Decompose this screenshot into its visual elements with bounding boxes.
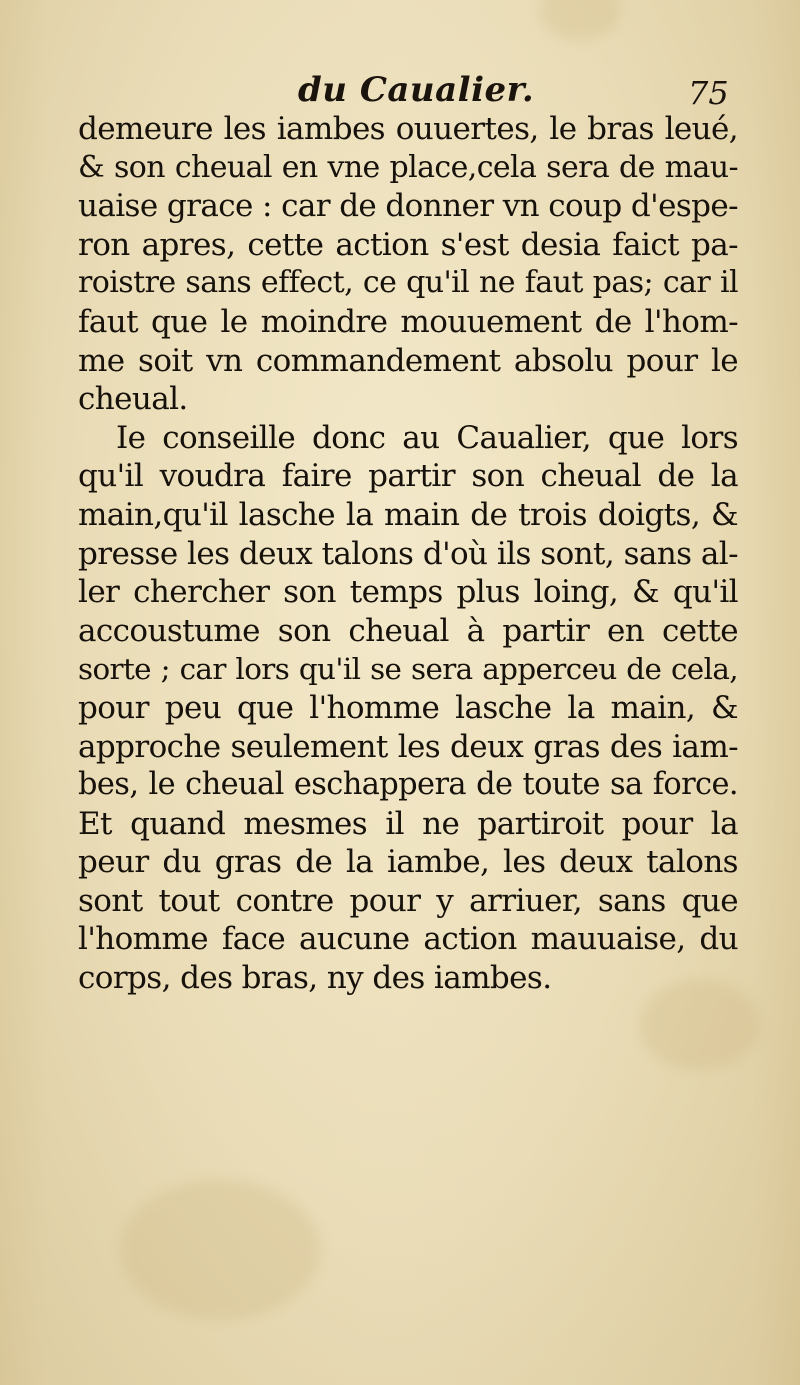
paper-stain (540, 0, 620, 40)
text-line: demeure les iambes ouuertes, le bras leué, (78, 111, 738, 147)
text-line: Et quand mesmes il ne partiroit pour la (78, 805, 738, 842)
text-line: & son cheual en vne place,cela sera de mau- (78, 149, 738, 185)
text-line: roistre sans effect, ce qu'il ne faut pas; car il (78, 265, 738, 301)
page-number: 75 (688, 74, 729, 112)
text-line: ler chercher son temps plus loing, & qu'il (78, 574, 738, 611)
text-line: Ie conseille donc au Caualier, que lors (116, 419, 738, 456)
paper-stain (120, 1180, 320, 1320)
text-line: pour peu que l'homme lasche la main, & (78, 689, 738, 726)
text-line: bes, le cheual eschappera de toute sa force. (78, 767, 738, 803)
running-head: du Caualier. (298, 70, 535, 110)
text-line: presse les deux talons d'où ils sont, sans al- (78, 535, 738, 572)
text-line: l'homme face aucune action mauuaise, du (78, 921, 738, 958)
text-line: sont tout contre pour y arriuer, sans que (78, 882, 738, 919)
text-line: me soit vn commandement absolu pour le (78, 342, 738, 379)
text-line: approche seulement les deux gras des iam- (78, 728, 738, 765)
text-line: corps, des bras, ny des iambes. (78, 960, 552, 997)
text-line: peur du gras de la iambe, les deux talons (78, 844, 738, 881)
text-line: qu'il voudra faire partir son cheual de la (78, 458, 738, 495)
text-line: uaise grace : car de donner vn coup d'espe- (78, 188, 738, 225)
text-line: faut que le moindre mouuement de l'hom- (78, 303, 738, 340)
body-text (78, 110, 738, 998)
text-line: cheual. (78, 381, 188, 418)
text-line: ron apres, cette action s'est desia faict pa- (78, 226, 738, 263)
text-line: sorte ; car lors qu'il se sera apperceu de cela, (78, 652, 738, 687)
text-line: accoustume son cheual à partir en cette (78, 612, 738, 649)
text-line: main,qu'il lasche la main de trois doigts, & (78, 496, 738, 533)
